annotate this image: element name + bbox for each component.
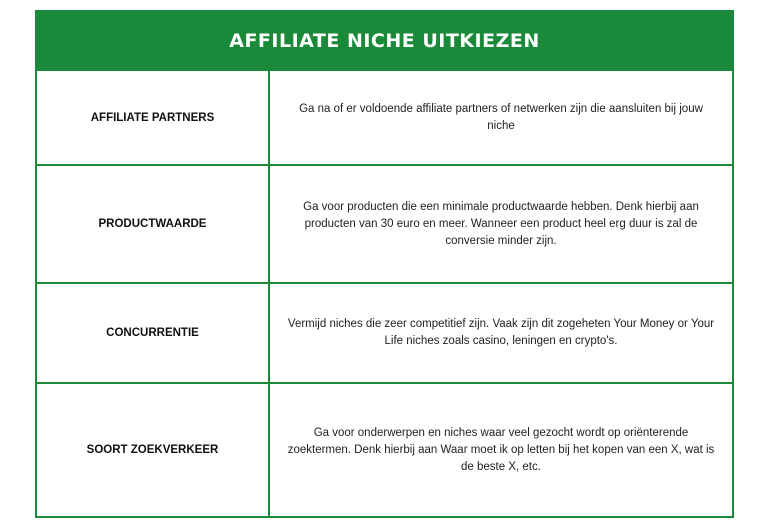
row-label-affiliate-partners: AFFILIATE PARTNERS (37, 71, 270, 164)
row-description-soort-zoekverkeer: Ga voor onderwerpen en niches waar veel gezocht wordt op oriënterende zoektermen. Denk hierbij aan Waar moet ik op letten bij het kopen van een X, wat is de beste X, etc. (287, 426, 715, 473)
table-title: AFFILIATE NICHE UITKIEZEN (229, 29, 540, 52)
table-row (37, 384, 732, 516)
niche-table (35, 10, 734, 518)
table-row (37, 166, 732, 284)
row-description-affiliate-partners: Ga na of er voldoende affiliate partners of netwerken zijn die aansluiten bij jouw niche (299, 102, 703, 132)
table-row (37, 71, 732, 166)
table-row (37, 284, 732, 384)
table-header (37, 12, 732, 71)
row-label-concurrentie: CONCURRENTIE (37, 284, 270, 382)
row-description-productwaarde: Ga voor producten die een minimale productwaarde hebben. Denk hierbij aan producten van 30 euro en meer. Wanneer een product heel erg duur is zal de conversie minder zijn. (303, 200, 699, 247)
row-label-productwaarde: PRODUCTWAARDE (37, 166, 270, 282)
row-label-soort-zoekverkeer: SOORT ZOEKVERKEER (37, 384, 270, 516)
row-description-concurrentie: Vermijd niches die zeer competitief zijn. Vaak zijn dit zogeheten Your Money or Your Life niches zoals casino, leningen en crypto's. (287, 318, 715, 347)
